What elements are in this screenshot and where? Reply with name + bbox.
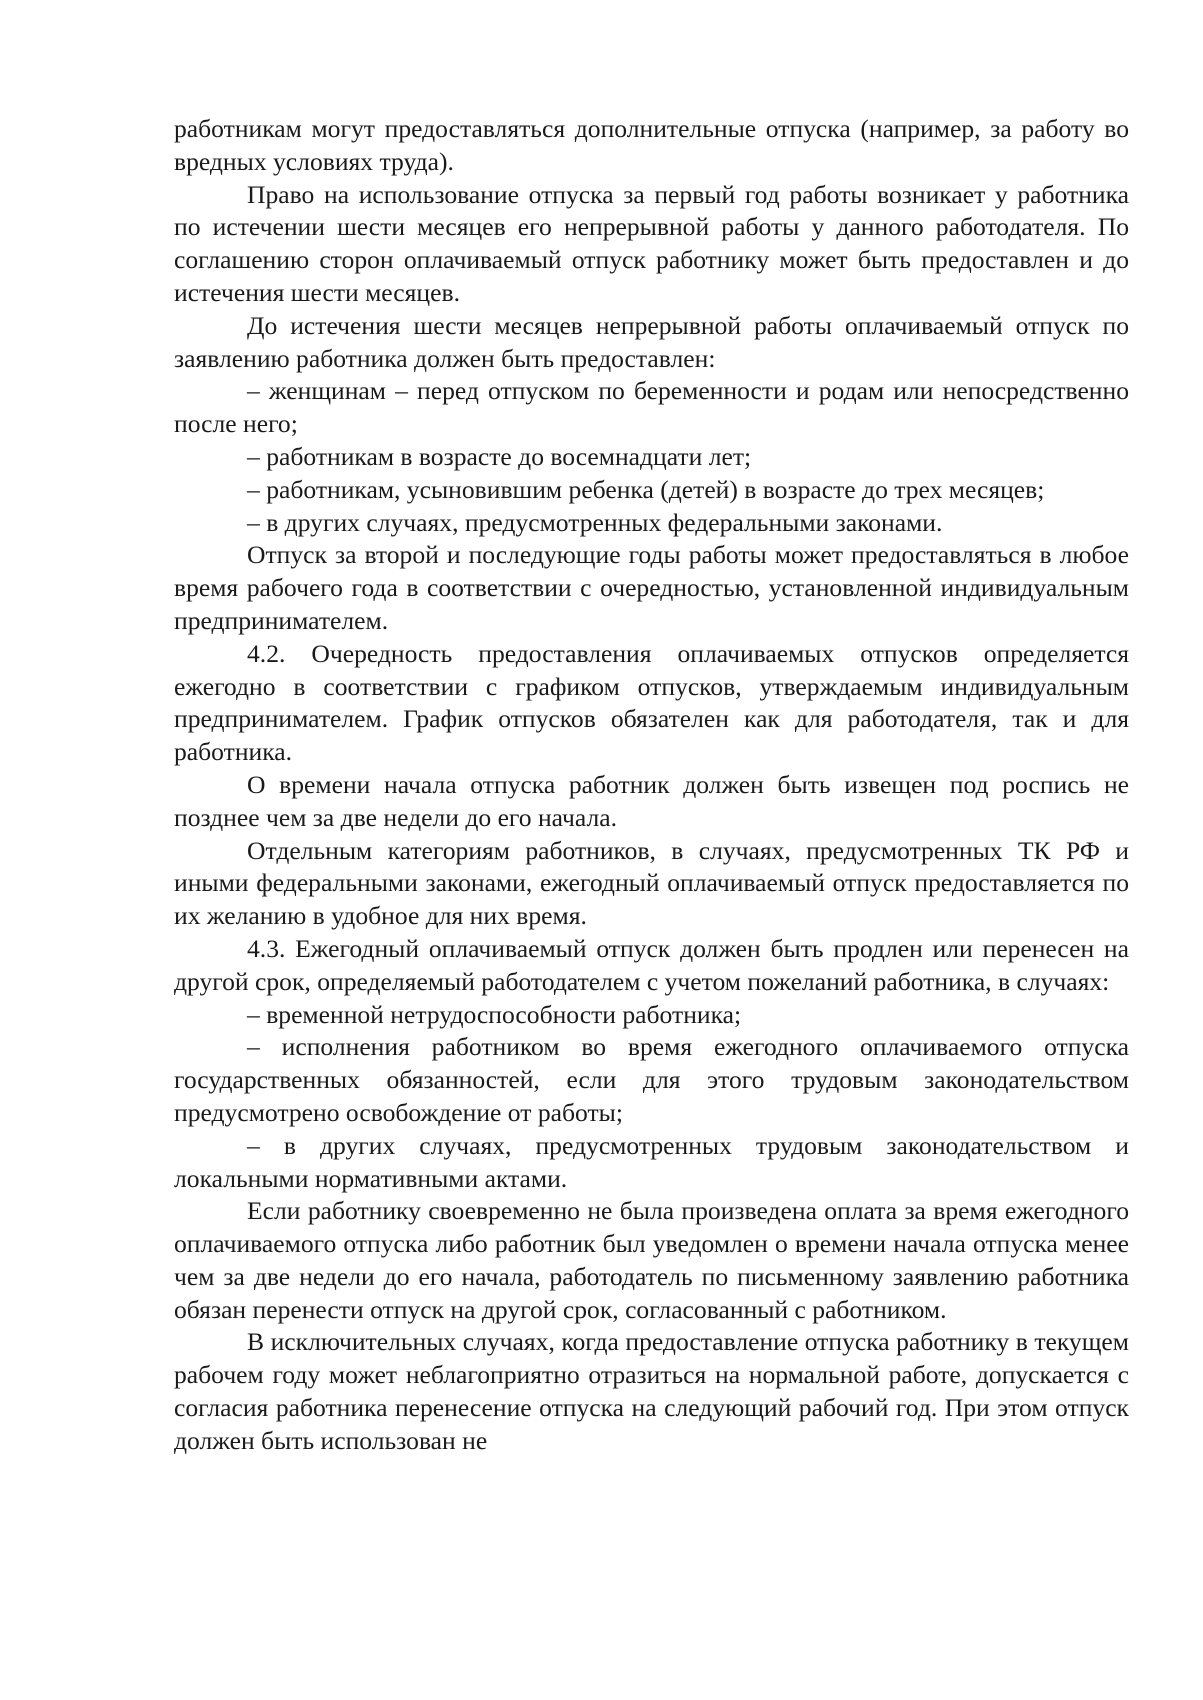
list-item-other-cases-federal: – в других случаях, предусмотренных федеральными законами.: [247, 507, 943, 537]
paragraph-before-six-months: До истечения шести месяцев непрерывной работы оплачиваемый отпуск по заявлению работника должен быть предоставлен:: [174, 310, 1129, 373]
paragraph-4-3-extension: 4.3. Ежегодный оплачиваемый отпуск должен быть продлен или перенесен на другой срок, определяемый работодателем с учетом пожеланий работника, в случаях:: [174, 933, 1129, 996]
paragraph-first-year-leave: Право на использование отпуска за первый год работы возникает у работника по истечении шести месяцев его непрерывной работы у данного работодателя. По соглашению сторон оплачиваемый отпуск работнику может быть предоставлен и до истечения шести месяцев.: [174, 179, 1129, 307]
list-item-under-eighteen: – работникам в возрасте до восемнадцати лет;: [247, 441, 752, 471]
paragraph-special-categories: Отдельным категориям работников, в случаях, предусмотренных ТК РФ и иными федеральными законами, ежегодный оплачиваемый отпуск предоставляется по их желанию в удобное для них время.: [174, 835, 1129, 931]
list-item-women: – женщинам – перед отпуском по беременности и родам или непосредственно после него;: [174, 376, 1129, 439]
list-item-other-cases-labor: – в других случаях, предусмотренных трудовым законодательством и локальными нормативными актами.: [174, 1130, 1129, 1193]
list-item-disability: – временной нетрудоспособности работника;: [247, 999, 742, 1029]
paragraph-second-year-leave: Отпуск за второй и последующие годы работы может предоставляться в любое время рабочего года в соответствии с очередностью, установленной индивидуальным предпринимателем.: [174, 540, 1129, 635]
paragraph-additional-leave: работникам могут предоставляться дополнительные отпуска (например, за работу во вредных условиях труда).: [174, 114, 1129, 176]
paragraph-exceptional-cases: В исключительных случаях, когда предоставление отпуска работнику в текущем рабочем году может неблагоприятно отразиться на нормальной работе, допускается с согласия работника перенесение отпуска на следующий рабочий год. При этом отпуск должен быть использован не: [174, 1327, 1129, 1455]
list-item-state-duties: – исполнения работником во время ежегодного оплачиваемого отпуска государственных обязанностей, если для этого трудовым законодательством предусмотрено освобождение от работы;: [174, 1032, 1129, 1127]
paragraph-4-2-schedule: 4.2. Очередность предоставления оплачиваемых отпусков определяется ежегодно в соответствии с графиком отпусков, утверждаемым индивидуальным предпринимателем. График отпусков обязателен как для работодателя, так и для работника.: [174, 638, 1129, 767]
document-body: [174, 113, 1129, 1458]
paragraph-payment-delay: Если работнику своевременно не была произведена оплата за время ежегодного оплачиваемого отпуска либо работник был уведомлен о времени начала отпуска менее чем за две недели до его начала, работодатель по письменному заявлению работника обязан перенести отпуск на другой срок, согласованный с работником.: [174, 1196, 1129, 1324]
list-item-adoption: – работникам, усыновившим ребенка (детей) в возрасте до трех месяцев;: [247, 474, 1045, 504]
paragraph-notification: О времени начала отпуска работник должен быть извещен под роспись не позднее чем за две недели до его начала.: [174, 769, 1129, 832]
